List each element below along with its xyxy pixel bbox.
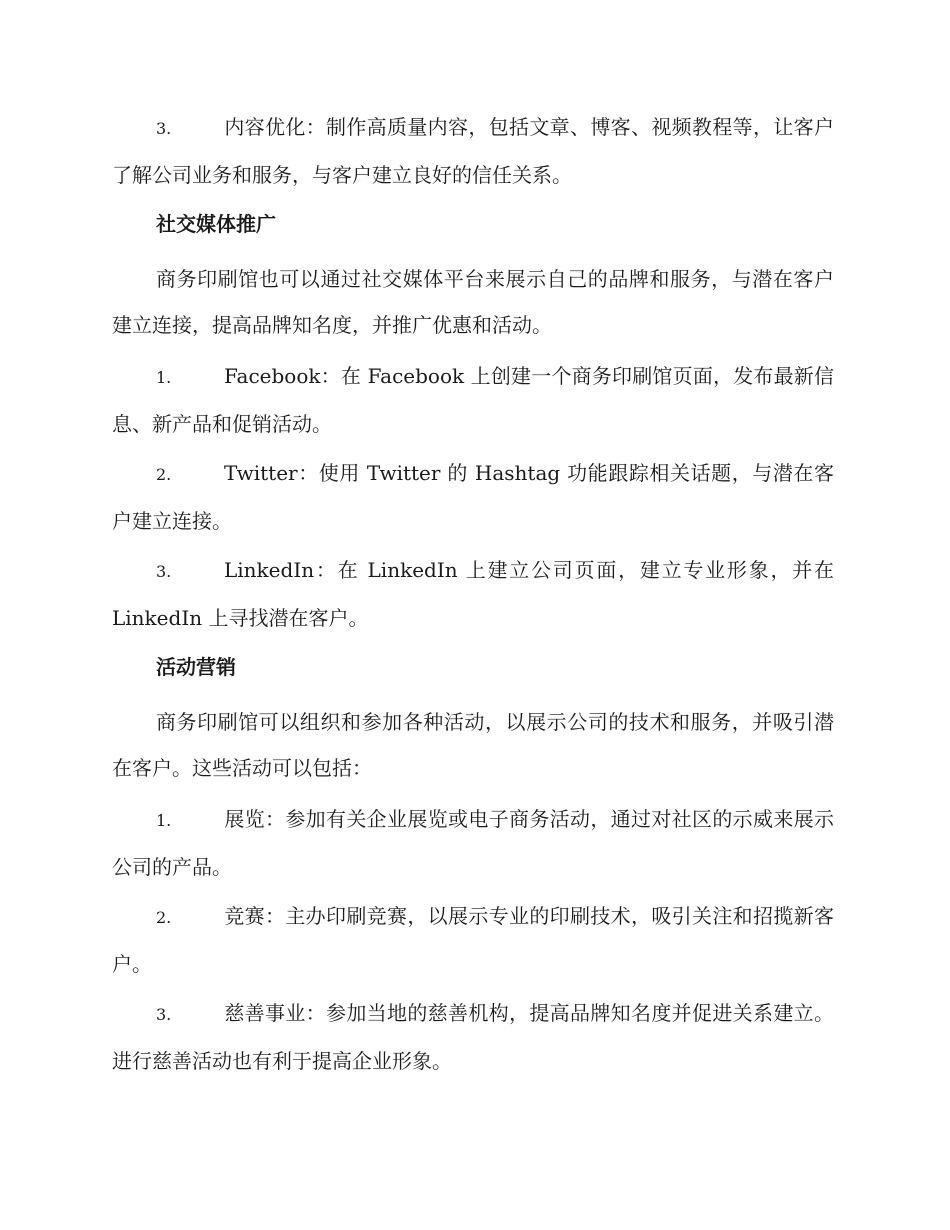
- list-item-content-optimization: [112, 104, 834, 198]
- list-text: 慈善事业：参加当地的慈善机构，提高品牌知名度并促进关系建立。进行慈善活动也有利于提高企业形象。: [112, 1001, 834, 1073]
- paragraph-event-marketing-intro: 商务印刷馆可以组织和参加各种活动，以展示公司的技术和服务，并吸引潜在客户。这些活动可以包括：: [112, 710, 834, 780]
- list-number: 1.: [156, 368, 172, 387]
- paragraph-social-media-intro: 商务印刷馆也可以通过社交媒体平台来展示自己的品牌和服务，与潜在客户建立连接，提高品牌知名度，并推广优惠和活动。: [112, 267, 834, 337]
- list-number: 1.: [156, 811, 172, 830]
- list-text: LinkedIn：在 LinkedIn 上建立公司页面，建立专业形象，并在 LinkedIn 上寻找潜在客户。: [112, 558, 834, 630]
- list-text: Facebook：在 Facebook 上创建一个商务印刷馆页面，发布最新信息、新产品和促销活动。: [112, 364, 834, 436]
- list-number: 3.: [156, 1005, 172, 1024]
- list-item-competition: [112, 893, 834, 987]
- list-number: 3.: [156, 119, 172, 138]
- list-number: 3.: [156, 562, 172, 581]
- list-item-linkedin: [112, 547, 834, 641]
- list-text: Twitter：使用 Twitter 的 Hashtag 功能跟踪相关话题，与潜在客户建立连接。: [112, 461, 834, 533]
- list-item-charity: [112, 990, 834, 1084]
- list-item-exhibition: [112, 796, 834, 890]
- list-item-facebook: [112, 353, 834, 447]
- list-text: 展览：参加有关企业展览或电子商务活动，通过对社区的示威来展示公司的产品。: [112, 807, 834, 879]
- list-number: 2.: [156, 908, 172, 927]
- list-number: 2.: [156, 465, 172, 484]
- list-item-twitter: [112, 450, 834, 544]
- section-heading-event-marketing: 活动营销: [156, 655, 236, 679]
- section-heading-social-media: 社交媒体推广: [156, 212, 276, 236]
- list-text: 竞赛：主办印刷竞赛，以展示专业的印刷技术，吸引关注和招揽新客户。: [112, 904, 834, 976]
- list-text: 内容优化：制作高质量内容，包括文章、博客、视频教程等，让客户了解公司业务和服务，与客户建立良好的信任关系。: [112, 115, 834, 187]
